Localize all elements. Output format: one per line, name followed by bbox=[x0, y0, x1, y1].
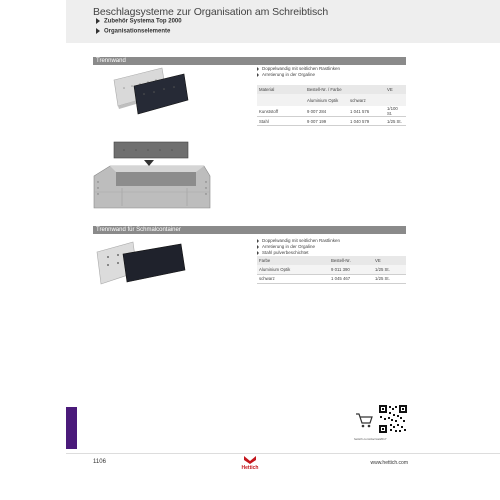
table-header-row bbox=[257, 85, 406, 94]
table-header-cell bbox=[348, 85, 385, 94]
table-row bbox=[257, 106, 406, 117]
table-cell: 1/25 St. bbox=[385, 117, 406, 126]
bullet-item: Stahl pulverbeschichtet bbox=[257, 250, 309, 255]
bullet-item: Arretierung in der Orgaline bbox=[257, 72, 315, 77]
spec-table-trennwand bbox=[257, 85, 406, 126]
chapter-tab bbox=[66, 407, 77, 449]
table-header-cell bbox=[257, 94, 305, 106]
bullet-item: Doppelwandig mit seitlichen Rastlinken bbox=[257, 238, 340, 243]
spec-table-schmalcontainer bbox=[257, 256, 406, 284]
product-image-trennwand bbox=[110, 66, 192, 116]
qr-caption: hettich.com/doc/cat2017 bbox=[354, 437, 387, 441]
table-header-cell: Aluminium Optik bbox=[307, 97, 339, 103]
page-title: Beschlagsysteme zur Organisation am Schreibtisch bbox=[93, 6, 329, 18]
table-cell: 1/100 St. bbox=[385, 106, 406, 117]
table-cell: 1 040 579 bbox=[348, 117, 385, 126]
page-number: 1106 bbox=[93, 459, 106, 465]
triangle-bullet-icon bbox=[96, 28, 100, 34]
footer-divider bbox=[66, 453, 500, 454]
table-header-row bbox=[257, 256, 406, 265]
table-header-cell: Farbe bbox=[259, 258, 271, 263]
table-header-cell: Bestell-Nr. bbox=[331, 258, 351, 263]
hettich-logo bbox=[230, 456, 270, 470]
footer-url[interactable]: www.hettich.com bbox=[370, 460, 408, 466]
section-header-schmalcontainer: Trennwand für Schmalcontainer bbox=[93, 226, 406, 234]
table-cell: Aluminium Optik bbox=[257, 265, 329, 274]
table-cell: 1/25 St. bbox=[373, 274, 406, 283]
table-cell: schwarz bbox=[257, 274, 329, 283]
table-cell: Stahl bbox=[257, 117, 305, 126]
table-cell: Kunststoff bbox=[257, 106, 305, 117]
table-row bbox=[257, 265, 406, 274]
header-subtitle-2-text: Organisationselemente bbox=[104, 28, 171, 35]
svg-text:Hettich: Hettich bbox=[241, 465, 259, 470]
installation-illustration bbox=[92, 136, 212, 216]
shopping-cart-icon[interactable] bbox=[354, 410, 374, 430]
table-row bbox=[257, 117, 406, 126]
header-subtitle-1-text: Zubehör Systema Top 2000 bbox=[104, 18, 182, 25]
table-subheader-row bbox=[257, 94, 406, 106]
section-header-trennwand: Trennwand bbox=[93, 57, 406, 65]
table-cell: 9 007 199 bbox=[305, 117, 348, 126]
table-header-cell bbox=[385, 94, 406, 106]
table-header-cell: VE bbox=[387, 87, 393, 92]
table-header-cell: Material bbox=[259, 87, 275, 92]
table-cell: 1/25 St. bbox=[373, 265, 406, 274]
header-subtitle-1 bbox=[96, 18, 182, 25]
product-image-trennwand-schmalcontainer bbox=[93, 238, 189, 288]
table-row bbox=[257, 274, 406, 283]
table-header-cell: VE bbox=[375, 258, 381, 263]
table-cell: 9 011 390 bbox=[329, 265, 373, 274]
header-subtitle-2 bbox=[96, 28, 170, 35]
bullet-item: Doppelwandig mit seitlichen Rastlinken bbox=[257, 66, 340, 71]
qr-code-icon[interactable] bbox=[378, 404, 408, 434]
table-header-cell: schwarz bbox=[350, 97, 366, 103]
bullet-item: Arretierung in der Orgaline bbox=[257, 244, 315, 249]
table-cell: 1 041 576 bbox=[348, 106, 385, 117]
triangle-bullet-icon bbox=[96, 18, 100, 24]
table-cell: 9 007 284 bbox=[305, 106, 348, 117]
table-header-cell: Bestell-Nr. / Farbe bbox=[307, 87, 342, 92]
table-cell: 1 045 467 bbox=[329, 274, 373, 283]
